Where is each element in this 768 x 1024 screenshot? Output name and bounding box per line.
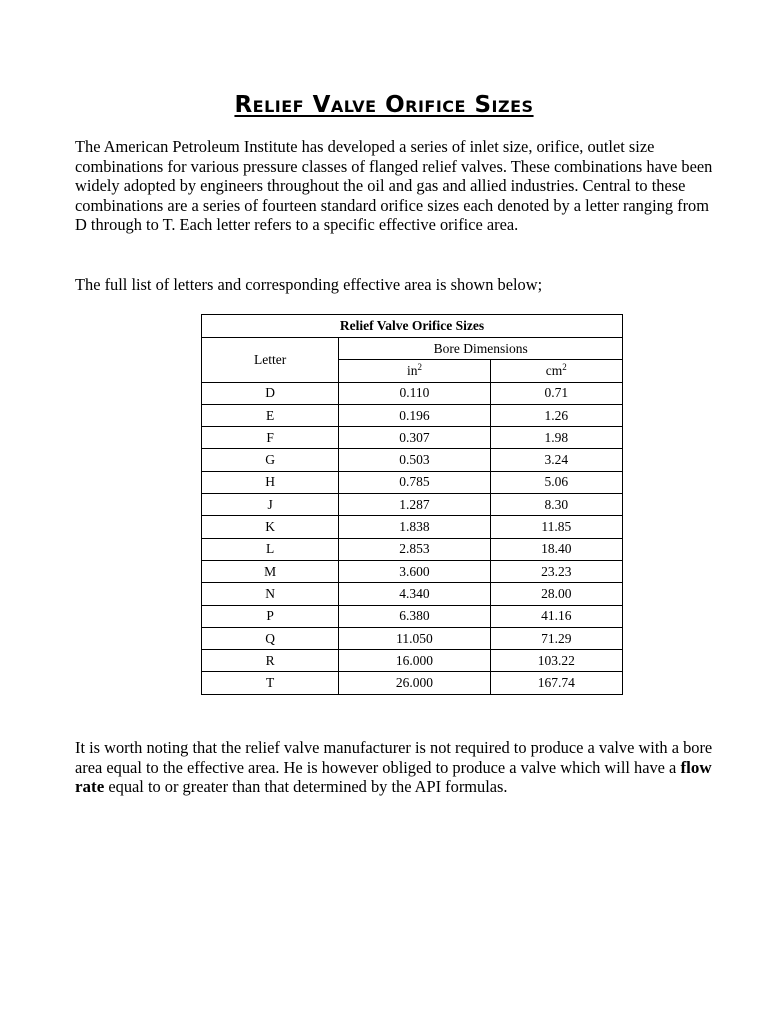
table-row [202, 650, 623, 672]
in2-cell: 0.110 [339, 382, 490, 404]
letter-cell: H [202, 471, 339, 493]
in2-cell: 1.838 [339, 516, 490, 538]
table-row [202, 427, 623, 449]
cm2-cell: 5.06 [490, 471, 622, 493]
letter-cell: E [202, 404, 339, 426]
letter-column-header: Letter [202, 338, 339, 383]
letter-cell: N [202, 583, 339, 605]
in2-cell: 6.380 [339, 605, 490, 627]
in2-cell: 26.000 [339, 672, 490, 694]
cm-unit-label: cm [545, 362, 563, 378]
in2-cell: 2.853 [339, 538, 490, 560]
in2-column-header [339, 360, 490, 382]
table-row [202, 605, 623, 627]
closing-text-start: It is worth noting that the relief valve manufacturer is not required to produce a valve with a bore area equal to the effective area. He is however obliged to produce a valve which will have a [75, 738, 713, 777]
cm2-cell: 18.40 [490, 538, 622, 560]
orifice-size-table [201, 314, 623, 695]
table-row [202, 471, 623, 493]
table-row [202, 516, 623, 538]
in2-cell: 16.000 [339, 650, 490, 672]
table-row [202, 583, 623, 605]
table-row [202, 382, 623, 404]
bore-dimensions-header: Bore Dimensions [339, 338, 623, 360]
letter-cell: J [202, 494, 339, 516]
in2-cell: 0.503 [339, 449, 490, 471]
table-row [202, 560, 623, 582]
in2-cell: 0.307 [339, 427, 490, 449]
cm2-column-header [490, 360, 622, 382]
table-body [202, 382, 623, 694]
letter-cell: D [202, 382, 339, 404]
table-row [202, 449, 623, 471]
in2-cell: 1.287 [339, 494, 490, 516]
in2-cell: 0.196 [339, 404, 490, 426]
letter-cell: G [202, 449, 339, 471]
list-intro-paragraph: The full list of letters and corresponding effective area is shown below; [75, 275, 543, 294]
cm2-cell: 41.16 [490, 605, 622, 627]
letter-cell: Q [202, 627, 339, 649]
in-unit-label: in [406, 362, 418, 378]
letter-cell: L [202, 538, 339, 560]
letter-cell: R [202, 650, 339, 672]
letter-cell: K [202, 516, 339, 538]
table-row [202, 494, 623, 516]
in2-cell: 3.600 [339, 560, 490, 582]
letter-cell: P [202, 605, 339, 627]
table-caption: Relief Valve Orifice Sizes [202, 315, 623, 338]
cm2-cell: 8.30 [490, 494, 622, 516]
cm2-cell: 1.98 [490, 427, 622, 449]
cm2-cell: 167.74 [490, 672, 622, 694]
letter-cell: F [202, 427, 339, 449]
cm2-cell: 1.26 [490, 404, 622, 426]
cm2-cell: 71.29 [490, 627, 622, 649]
cm2-cell: 28.00 [490, 583, 622, 605]
letter-cell: T [202, 672, 339, 694]
cm2-cell: 103.22 [490, 650, 622, 672]
letter-cell: M [202, 560, 339, 582]
table-row [202, 672, 623, 694]
flow-rate-emphasis: flow rate [75, 757, 712, 797]
closing-paragraph [75, 738, 715, 797]
cm2-cell: 11.85 [490, 516, 622, 538]
in2-cell: 0.785 [339, 471, 490, 493]
in2-cell: 4.340 [339, 583, 490, 605]
in-unit-exponent: 2 [417, 361, 422, 372]
cm2-cell: 23.23 [490, 560, 622, 582]
page-title: Relief Valve Orifice Sizes [234, 92, 534, 118]
closing-text-end: equal to or greater than that determined by the API formulas. [104, 777, 508, 797]
in2-cell: 11.050 [339, 627, 490, 649]
table-row [202, 627, 623, 649]
intro-paragraph: The American Petroleum Institute has developed a series of inlet size, orifice, outlet size combinations for various pressure classes of flanged relief valves. These combinations have been widely adopted by engineers throughout the oil and gas and allied industries. Central to these combinations are a series of fourteen standard orifice sizes each denoted by a letter ranging from D through to T. Each letter refers to a specific effective orifice area. [75, 137, 713, 235]
cm2-cell: 3.24 [490, 449, 622, 471]
table-row [202, 538, 623, 560]
cm2-cell: 0.71 [490, 382, 622, 404]
table-row [202, 404, 623, 426]
cm-unit-exponent: 2 [562, 361, 567, 372]
